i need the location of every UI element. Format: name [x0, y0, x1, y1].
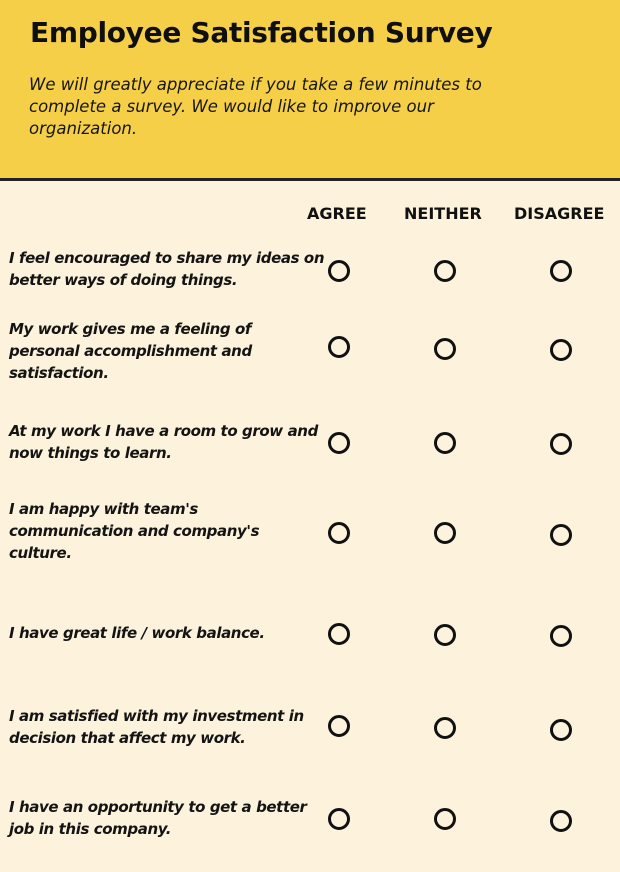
disagree-radio[interactable]: [550, 810, 572, 832]
agree-radio[interactable]: [328, 522, 350, 544]
disagree-radio[interactable]: [550, 260, 572, 282]
column-header-agree: AGREE: [307, 204, 367, 223]
agree-radio[interactable]: [328, 715, 350, 737]
column-header-neither: NEITHER: [404, 204, 482, 223]
survey-intro: We will greatly appreciate if you take a few minutes to complete a survey. We would like to improve our organization.: [29, 75, 482, 138]
question-text: My work gives me a feeling of personal accomplishment and satisfaction.: [9, 320, 252, 382]
neither-radio[interactable]: [434, 338, 456, 360]
disagree-radio[interactable]: [550, 524, 572, 546]
disagree-radio[interactable]: [550, 339, 572, 361]
disagree-radio[interactable]: [550, 625, 572, 647]
neither-radio[interactable]: [434, 808, 456, 830]
page-title: Employee Satisfaction Survey: [30, 16, 493, 49]
question-text: I am happy with team's communication and company's culture.: [9, 500, 260, 562]
neither-radio[interactable]: [434, 624, 456, 646]
neither-radio[interactable]: [434, 717, 456, 739]
neither-radio[interactable]: [434, 260, 456, 282]
disagree-radio[interactable]: [550, 433, 572, 455]
agree-radio[interactable]: [328, 432, 350, 454]
agree-radio[interactable]: [328, 260, 350, 282]
disagree-radio[interactable]: [550, 719, 572, 741]
question-text: I have an opportunity to get a better job in this company.: [9, 798, 307, 838]
agree-radio[interactable]: [328, 623, 350, 645]
neither-radio[interactable]: [434, 522, 456, 544]
question-text: I am satisfied with my investment in decision that affect my work.: [9, 707, 304, 747]
agree-radio[interactable]: [328, 336, 350, 358]
question-text: At my work I have a room to grow and now things to learn.: [9, 422, 318, 462]
neither-radio[interactable]: [434, 432, 456, 454]
column-header-disagree: DISAGREE: [514, 204, 605, 223]
agree-radio[interactable]: [328, 808, 350, 830]
question-text: I feel encouraged to share my ideas on better ways of doing things.: [9, 249, 325, 289]
survey-header: [0, 0, 620, 181]
question-text: I have great life / work balance.: [9, 624, 265, 642]
